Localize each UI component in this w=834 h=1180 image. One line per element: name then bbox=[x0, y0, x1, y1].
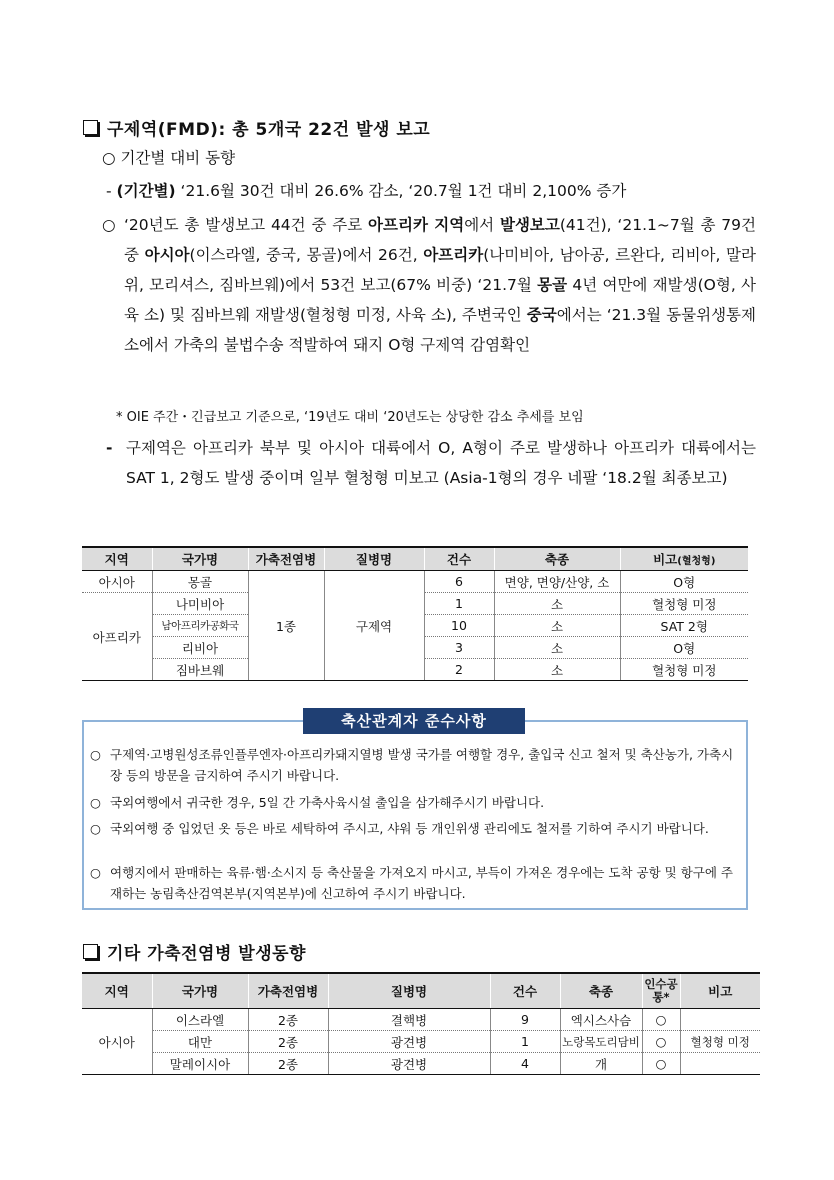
table-row: 남아프리카공화국 10 소 SAT 2형 bbox=[82, 615, 748, 637]
table-header-row bbox=[82, 547, 748, 571]
notice-item: ○ 구제역·고병원성조류인플루엔자·아프리카돼지열병 발생 국가를 여행할 경우, 출입국 신고 철저 및 축산농가, 가축시장 등의 방문을 금지하여 주시기 바랍니다. bbox=[90, 747, 734, 783]
oie-footnote: * OIE 주간・긴급보고 기준으로, ‘19년도 대비 ‘20년도는 상당한 감소 추세를 보임 bbox=[116, 410, 584, 425]
table-header-row: 지역 국가명 가축전염병 질병명 건수 축종 인수공통* 비고 bbox=[82, 973, 760, 1009]
dash-marker: - bbox=[106, 439, 113, 457]
table-row: 말레이시아 2종 광견병 4 개 ○ bbox=[82, 1053, 760, 1075]
period-label: (기간별) bbox=[116, 182, 176, 200]
bullet-period-trend: ○ 기간별 대비 동향 bbox=[102, 149, 236, 167]
region-cell: 아시아 bbox=[82, 571, 152, 593]
para-marker: ○ bbox=[102, 216, 116, 234]
notice-item: ○ 국외여행 중 입었던 옷 등은 바로 세탁하여 주시고, 샤워 등 개인위생 관리에도 철저를 기하여 주시기 바랍니다. bbox=[90, 821, 709, 836]
region-cell: 아시아 bbox=[82, 1009, 152, 1075]
checkbox-icon bbox=[83, 944, 98, 959]
region-cell: 아프리카 bbox=[82, 593, 152, 681]
table-row: 짐바브웨 2 소 혈청형 미정 bbox=[82, 659, 748, 681]
col-count: 건수 bbox=[424, 547, 494, 571]
table-row: 대만 2종 광견병 1 노랑목도리담비 ○ 혈청형 미정 bbox=[82, 1031, 760, 1053]
col-disease-class: 가축전염병 bbox=[248, 547, 324, 571]
col-region: 지역 bbox=[82, 547, 152, 571]
table-row: 아시아 몽골 1종 구제역 6 면양, 면양/산양, 소 O형 bbox=[82, 571, 748, 593]
section-title: 기타 가축전염병 발생동향 bbox=[107, 944, 306, 964]
checkbox-icon bbox=[83, 120, 98, 135]
section-heading-other bbox=[83, 939, 306, 964]
table-row: 아프리카 나미비아 1 소 혈청형 미정 bbox=[82, 593, 748, 615]
col-species: 축종 bbox=[494, 547, 620, 571]
disease-name-cell: 구제역 bbox=[324, 571, 424, 681]
other-disease-table bbox=[82, 972, 760, 1075]
dash-period-comparison: - (기간별) ‘21.6월 30건 대비 26.6% 감소, ‘20.7월 1건 대비 2,100% 증가 bbox=[106, 182, 627, 200]
col-country: 국가명 bbox=[152, 547, 248, 571]
disease-class-cell: 1종 bbox=[248, 571, 324, 681]
period-text: ‘21.6월 30건 대비 26.6% 감소, ‘20.7월 1건 대비 2,100% 증가 bbox=[175, 182, 627, 200]
notice-item: ○ 여행지에서 판매하는 육류·햄·소시지 등 축산물을 가져오지 마시고, 부득이 가져온 경우에는 도착 공항 및 항구에 주재하는 농림축산검역본부(지역본부)에 신고하여 주시기 바랍니다. bbox=[90, 865, 733, 901]
fmd-summary-paragraph: ‘20년도 총 발생보고 44건 중 주로 아프리카 지역에서 발생보고(41건), ‘21.1~7월 총 79건 중 아시아(이스라엘, 중국, 몽골)에서 26건, 아프리카(나미비아, 남아공, 르완다, 리비아, 말라위, 모리셔스, 짐바브웨)에서 53건 보고(67% 비중) ‘21.7월 몽골 4년 여만에 재발생(O형, 사육 소) 및 짐바브웨 재발생(혈청형 미정, 사육 소), 주변국인 중국에서는 ‘21.3월 동물위생통제소에서 가축의 불법수송 적발하여 돼지 O형 구제역 감염확인 bbox=[124, 216, 757, 354]
fmd-serotype-paragraph: 구제역은 아프리카 북부 및 아시아 대륙에서 O, A형이 주로 발생하나 아프리카 대륙에서는 SAT 1, 2형도 발생 중이며 일부 혈청형 미보고 (Asia-1형의 경우 네팔 ‘18.2월 최종보고) bbox=[126, 439, 756, 487]
fmd-outbreak-table bbox=[82, 546, 748, 681]
table-row: 아시아 이스라엘 2종 결핵병 9 엑시스사슴 ○ bbox=[82, 1009, 760, 1031]
section-title: 구제역(FMD): 총 5개국 22건 발생 보고 bbox=[107, 120, 431, 140]
table-row: 리비아 3 소 O형 bbox=[82, 637, 748, 659]
col-disease: 질병명 bbox=[324, 547, 424, 571]
notice-title: 축산관계자 준수사항 bbox=[303, 708, 525, 734]
section-heading-fmd bbox=[83, 115, 430, 140]
col-remark: 비고(혈청형) bbox=[620, 547, 748, 571]
notice-item: ○ 국외여행에서 귀국한 경우, 5일 간 가축사육시설 출입을 삼가해주시기 바랍니다. bbox=[90, 795, 545, 810]
